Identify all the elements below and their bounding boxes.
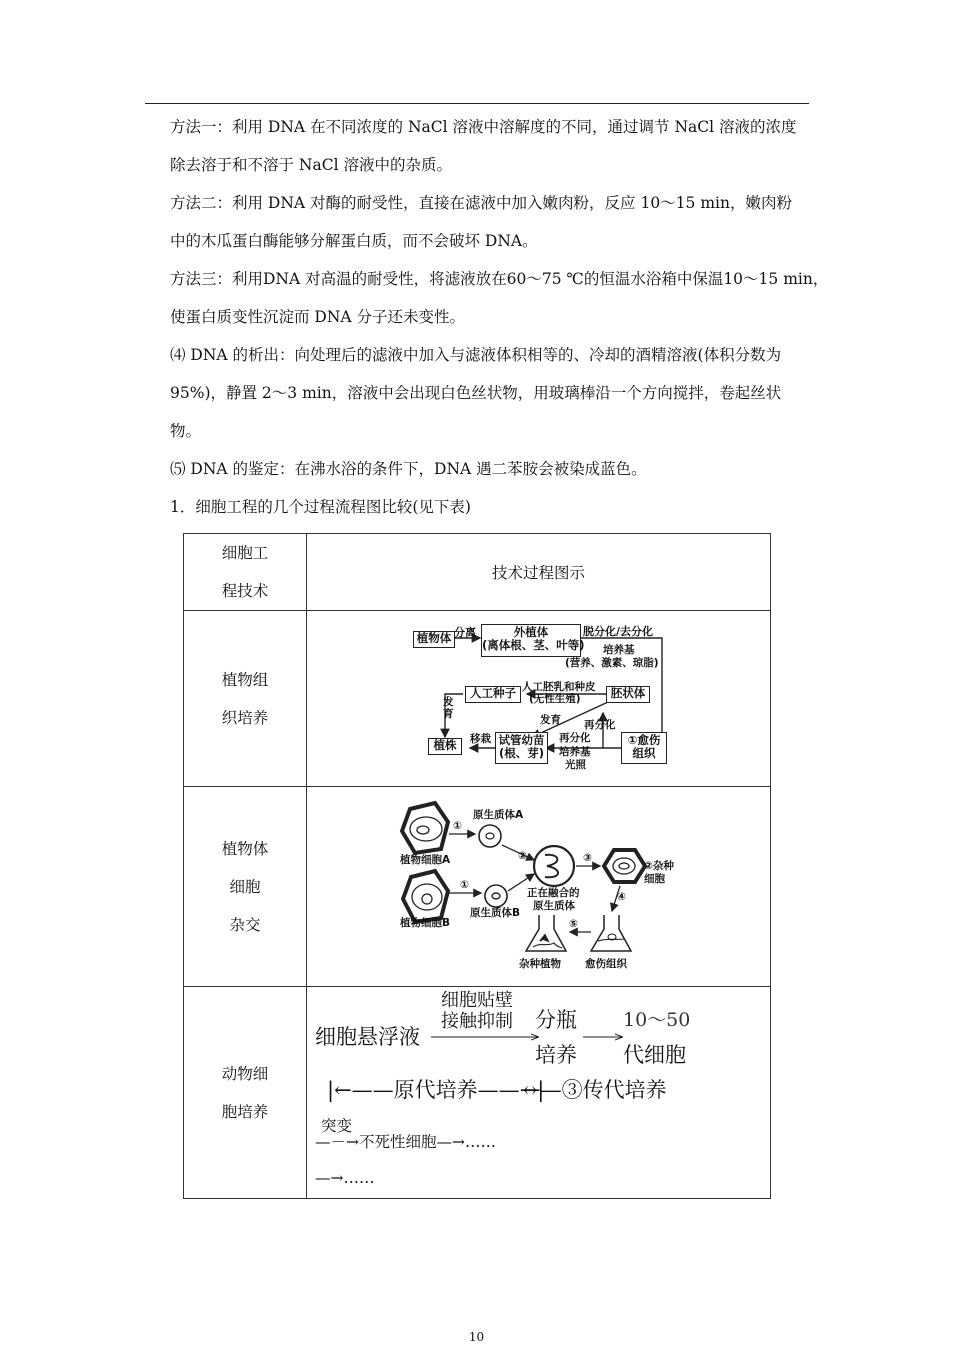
animal-label: 动物细 胞培养 <box>184 987 307 1199</box>
light-label: 光照 <box>565 759 586 771</box>
paragraph-line: 中的木瓜蛋白酶能够分解蛋白质，而不会破坏 DNA。 <box>170 232 538 250</box>
develop-left-label: 发育 <box>443 696 454 720</box>
row-somatic-hybridization <box>184 787 771 987</box>
mutation-text: 突变 <box>321 1117 353 1135</box>
culture-text: 培养 <box>535 1043 577 1067</box>
paragraph-line: 1．细胞工程的几个过程流程图比较(见下表) <box>170 498 471 516</box>
cell-a-label: 植物细胞A <box>400 854 451 866</box>
medium-label: 培养基 <box>603 644 635 656</box>
paragraph-line: 方法二：利用 DNA 对酶的耐受性，直接在滤液中加入嫩肉粉，反应 10～15 min，嫩肉粉 <box>170 194 792 212</box>
artificial-seed-box: 人工种子 <box>465 686 521 703</box>
somatic-diagram <box>307 787 771 987</box>
embryoid-box: 胚状体 <box>606 686 650 703</box>
immortal-cells-text: —－→不死性细胞—→…… <box>315 1133 496 1151</box>
table-header-row <box>184 534 771 611</box>
page-number: 10 <box>468 1330 485 1344</box>
generation-cells-text: 代细胞 <box>623 1043 686 1067</box>
hybrid-cell-label: ②杂种 <box>644 860 674 872</box>
seed-note2: (无性生殖) <box>529 693 581 705</box>
contact-inhibition-text: 接触抑制 <box>441 1011 513 1032</box>
fusing-label: 正在融合的 <box>527 887 580 899</box>
cell-b-label: 植物细胞B <box>400 917 451 929</box>
step2: ② <box>518 850 527 862</box>
paragraph-1 <box>170 108 810 184</box>
plant-tissue-diagram <box>307 611 771 787</box>
develop-label: 发育 <box>540 714 561 726</box>
primary-culture-text: |←——原代培养——→| <box>327 1078 545 1102</box>
step5: ⑤ <box>569 918 578 930</box>
dediff-label: 脱分化/去分化 <box>583 625 654 638</box>
step1-b: ① <box>460 879 469 891</box>
adherence-text: 细胞贴壁 <box>441 990 513 1011</box>
proto-a-label: 原生质体A <box>473 809 524 821</box>
paragraph-line: 除去溶于和不溶于 NaCl 溶液中的杂质。 <box>170 156 452 174</box>
passage-culture-text: ←—③传代培养 <box>523 1078 667 1102</box>
paragraph-line: 方法一：利用 DNA 在不同浓度的 NaCl 溶液中溶解度的不同，通过调节 NaCl 溶液的浓度 <box>170 118 797 136</box>
transplant-label: 移栽 <box>470 733 491 745</box>
hybrid-plant-label: 杂种植物 <box>519 958 561 970</box>
row-animal-cell-culture <box>184 987 771 1199</box>
split-text: 分瓶 <box>535 1008 577 1032</box>
proto-b-label: 原生质体B <box>470 907 521 919</box>
header-title: 技术过程图示 <box>307 534 771 611</box>
header-label: 细胞工 程技术 <box>184 534 307 611</box>
suspension-text: 细胞悬浮液 <box>315 1025 420 1049</box>
paragraph-4 <box>170 336 810 450</box>
paragraph-line: 95%)，静置 2～3 min，溶液中会出现白色丝状物，用玻璃棒沿一个方向搅拌，卷起丝状 <box>170 384 782 402</box>
plant-box: 植物体 <box>413 631 455 648</box>
paragraph-3 <box>170 260 829 336</box>
cell-engineering-table <box>183 533 771 1199</box>
paragraph-6 <box>170 488 810 526</box>
paragraph-line: 物。 <box>170 422 202 440</box>
paragraph-line: 使蛋白质变性沉淀而 DNA 分子还未变性。 <box>170 308 466 326</box>
row-plant-tissue-culture <box>184 611 771 787</box>
paragraph-5 <box>170 450 810 488</box>
separate-label: 分离 <box>454 626 476 639</box>
plant-tissue-label: 植物组 织培养 <box>184 611 307 787</box>
plantlet-box: 植株 <box>428 738 462 755</box>
continuation-text: —→…… <box>315 1169 375 1187</box>
callus-label: 愈伤组织 <box>585 958 627 970</box>
header-rule <box>145 103 809 104</box>
fusing-label2: 原生质体 <box>533 900 575 912</box>
hybrid-cell-label2: 细胞 <box>644 873 665 885</box>
rediff-label: 再分化 <box>559 732 591 744</box>
generation-range-text: 10～50 <box>623 1009 691 1031</box>
callus-box: ①愈伤 组织 <box>621 732 667 764</box>
paragraph-line: ⑸ DNA 的鉴定：在沸水浴的条件下，DNA 遇二苯胺会被染成蓝色。 <box>170 460 647 478</box>
seed-note: 人工胚乳和种皮 <box>522 681 596 693</box>
tube-seedling-box: 试管幼苗 (根、芽) <box>495 732 548 764</box>
medium-sub-label: (营养、激素、琼脂) <box>565 657 659 669</box>
medium2-label: 培养基 <box>559 746 591 758</box>
step4: ④ <box>617 891 626 903</box>
somatic-label: 植物体 细胞 杂交 <box>184 787 307 987</box>
paragraph-line: ⑷ DNA 的析出：向处理后的滤液中加入与滤液体积相等的、冷却的酒精溶液(体积分数为 <box>170 346 782 364</box>
animal-diagram <box>307 987 771 1199</box>
step1-a: ① <box>453 820 462 832</box>
paragraph-2 <box>170 184 810 260</box>
rediff-top-label: 再分化 <box>584 719 616 731</box>
explant-box: 外植体 (离体根、茎、叶等) <box>481 624 581 657</box>
paragraph-line: 方法三：利用DNA 对高温的耐受性，将滤液放在60～75 ℃的恒温水浴箱中保温10～15 min， <box>170 270 829 288</box>
step3: ③ <box>583 852 592 864</box>
